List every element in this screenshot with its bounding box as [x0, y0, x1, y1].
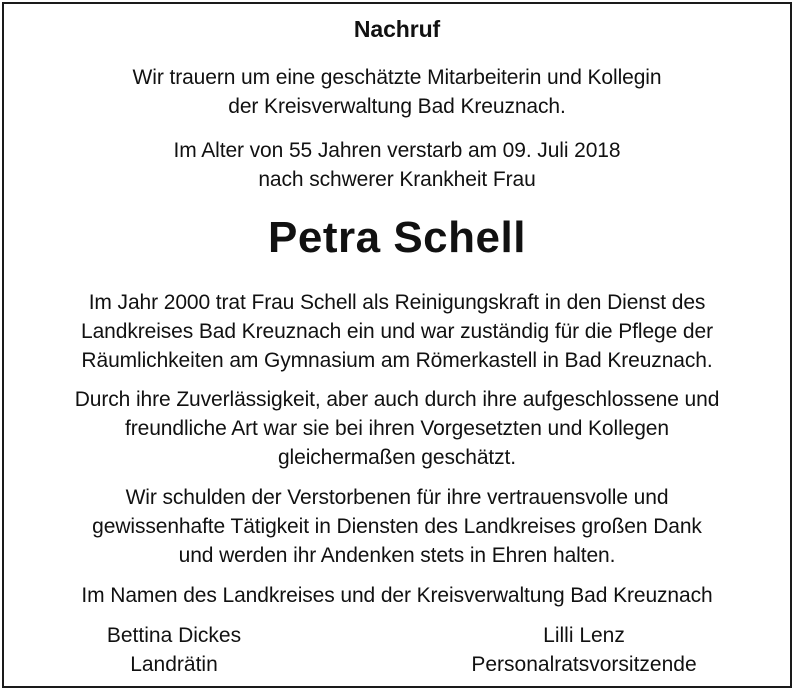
- signer-name: Lilli Lenz: [543, 624, 625, 647]
- intro-text: [4, 63, 790, 121]
- paragraph-line: Durch ihre Zuverlässigkeit, aber auch durch ihre aufgeschlossene und: [74, 388, 720, 411]
- paragraph-line: freundliche Art war sie bei ihren Vorgesetzten und Kollegen: [125, 417, 669, 440]
- paragraph-line: Räumlichkeiten am Gymnasium am Römerkastell in Bad Kreuznach.: [81, 349, 713, 372]
- signer-title: Personalratsvorsitzende: [471, 653, 697, 676]
- paragraph-line: gleichermaßen geschätzt.: [277, 446, 517, 469]
- signer-landraetin: [74, 621, 274, 679]
- deceased-name: Petra Schell: [268, 213, 526, 262]
- paragraph-line: und werden ihr Andenken stets in Ehren halten.: [178, 544, 616, 567]
- obituary-notice: [2, 2, 792, 688]
- intro-line: Wir trauern um eine geschätzte Mitarbeiterin und Kollegin: [132, 66, 662, 89]
- signer-name: Bettina Dickes: [106, 624, 242, 647]
- death-announcement-line: nach schwerer Krankheit Frau: [258, 168, 536, 191]
- paragraph-line: Wir schulden der Verstorbenen für ihre vertrauensvolle und: [125, 486, 669, 509]
- notice-heading: Nachruf: [353, 16, 441, 42]
- character-paragraph: [4, 385, 790, 472]
- career-paragraph: [4, 288, 790, 375]
- signer-title: Landrätin: [130, 653, 218, 676]
- intro-line: der Kreisverwaltung Bad Kreuznach.: [228, 95, 566, 118]
- gratitude-paragraph: [4, 483, 790, 570]
- closing-line: Im Namen des Landkreises und der Kreisverwaltung Bad Kreuznach: [81, 584, 713, 607]
- death-announcement: [4, 136, 790, 194]
- paragraph-line: gewissenhafte Tätigkeit in Diensten des Landkreises großen Dank: [92, 515, 702, 538]
- death-announcement-line: Im Alter von 55 Jahren verstarb am 09. Juli 2018: [173, 139, 621, 162]
- signer-personalrat: [434, 621, 734, 679]
- paragraph-line: Landkreises Bad Kreuznach ein und war zuständig für die Pflege der: [81, 320, 713, 343]
- paragraph-line: Im Jahr 2000 trat Frau Schell als Reinigungskraft in den Dienst des: [88, 291, 706, 314]
